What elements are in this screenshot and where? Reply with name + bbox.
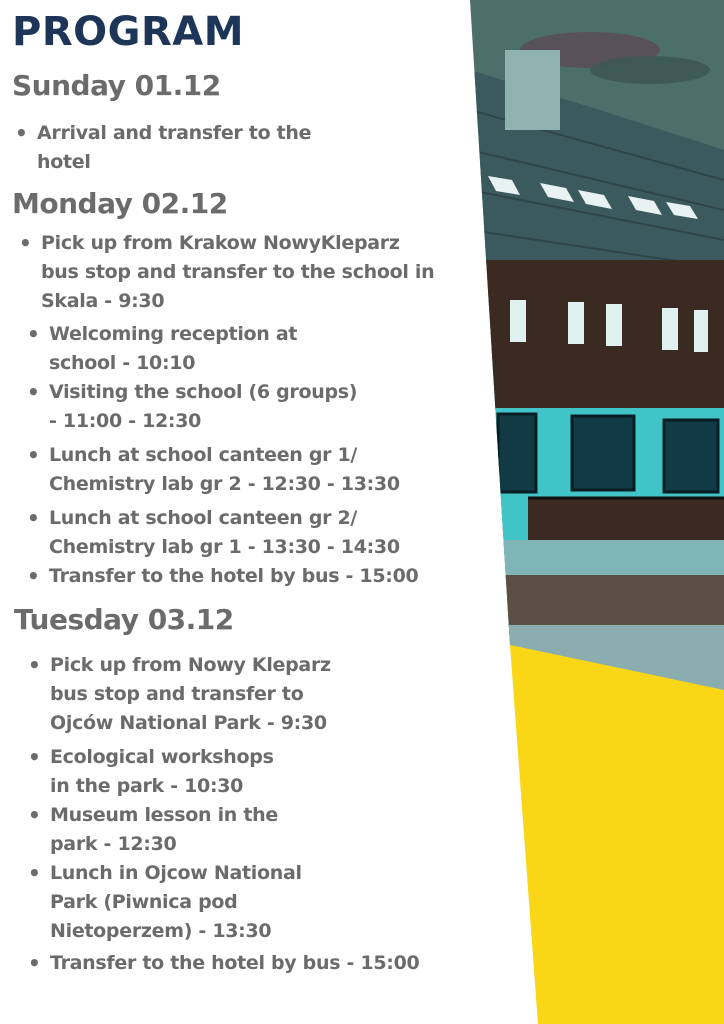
- list-item: • Museum lesson in the park - 12:30: [50, 801, 419, 859]
- day-list-tuesday: [50, 651, 419, 978]
- list-item: • Transfer to the hotel by bus - 15:00: [50, 949, 419, 978]
- day-heading-tuesday: Tuesday 03.12: [14, 603, 234, 636]
- list-item: • Pick up from Krakow NowyKleparz bus stop and transfer to the school in Skala - 9:30: [41, 229, 434, 316]
- list-item: • Lunch at school canteen gr 1/ Chemistry lab gr 2 - 12:30 - 13:30: [49, 441, 418, 499]
- list-item: • Transfer to the hotel by bus - 15:00: [49, 562, 418, 591]
- list-item: • Ecological workshops in the park - 10:30: [50, 743, 419, 801]
- day-heading-monday: Monday 02.12: [12, 187, 228, 220]
- day-list-monday-continued: [49, 320, 418, 591]
- list-item: • Lunch in Ojcow National Park (Piwnica pod Nietoperzem) - 13:30: [50, 859, 419, 946]
- list-item: • Arrival and transfer to the hotel: [37, 119, 311, 177]
- day-list-monday: [41, 229, 434, 319]
- day-heading-sunday: Sunday 01.12: [12, 69, 221, 102]
- list-item: • Lunch at school canteen gr 2/ Chemistry lab gr 1 - 13:30 - 14:30: [49, 504, 418, 562]
- page-title: PROGRAM: [12, 9, 245, 55]
- list-item: • Welcoming reception at school - 10:10: [49, 320, 418, 378]
- day-list-sunday: [37, 119, 311, 177]
- list-item: • Visiting the school (6 groups) - 11:00 - 12:30: [49, 378, 418, 436]
- list-item: • Pick up from Nowy Kleparz bus stop and transfer to Ojców National Park - 9:30: [50, 651, 419, 738]
